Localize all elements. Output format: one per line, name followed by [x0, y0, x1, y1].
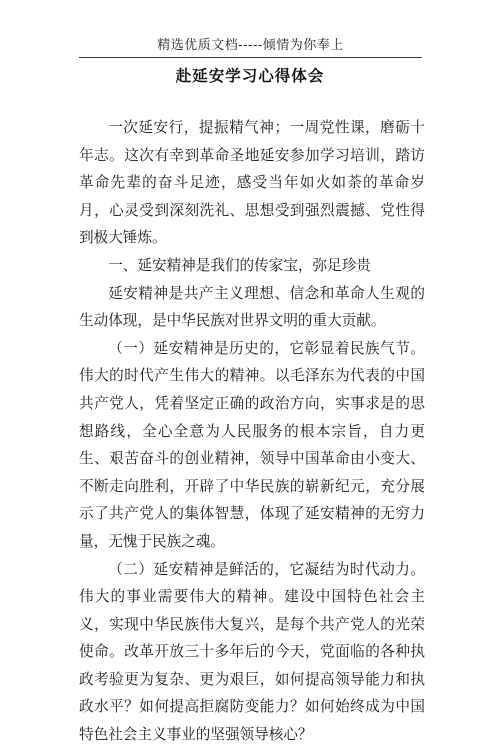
paragraph: （二）延安精神是鲜活的，它凝结为时代动力。伟大的事业需要伟大的精神。建设中国特色社会主义，实现中华民族伟大复兴，是每个共产党人的光荣使命。改革开放三十多年后的今天，党面临的各种执政考验更为复杂、更为艰巨，如何提高领导能力和执政水平？如何提高拒腐防变能力？如何始终成为中国特色社会主义事业的坚强领导核心？ [79, 560, 425, 744]
paragraph: 延安精神是共产主义理想、信念和革命人生观的生动体现，是中华民族对世界文明的重大贡献。 [79, 284, 425, 330]
section-heading: 一、延安精神是我们的传家宝，弥足珍贵 [108, 256, 371, 274]
paragraph: （一）延安精神是历史的，它彰显着民族气节。伟大的时代产生伟大的精神。以毛泽东为代表的中国共产党人，凭着坚定正确的政治方向，实事求是的思想路线，全心全意为人民服务的根本宗旨，自力更生、艰苦奋斗的创业精神，领导中国革命由小变大、不断走向胜利，开辟了中华民族的崭新纪元，充分展示了共产党人的集体智慧，体现了延安精神的无穷力量，无愧于民族之魂。 [79, 339, 425, 550]
document-title: 赴延安学习心得体会 [175, 67, 325, 85]
document-body [79, 114, 425, 749]
paragraph: 一次延安行，提振精气神；一周党性课，磨砺十年志。这次有幸到革命圣地延安参加学习培训，踏访革命先辈的奋斗足迹，感受当年如火如荼的革命岁月，心灵受到深刻洗礼、思想受到强烈震撼、党性得到极大锤炼。 [79, 119, 425, 247]
page-header: 精选优质文档-----倾情为你奉上 [79, 34, 422, 58]
